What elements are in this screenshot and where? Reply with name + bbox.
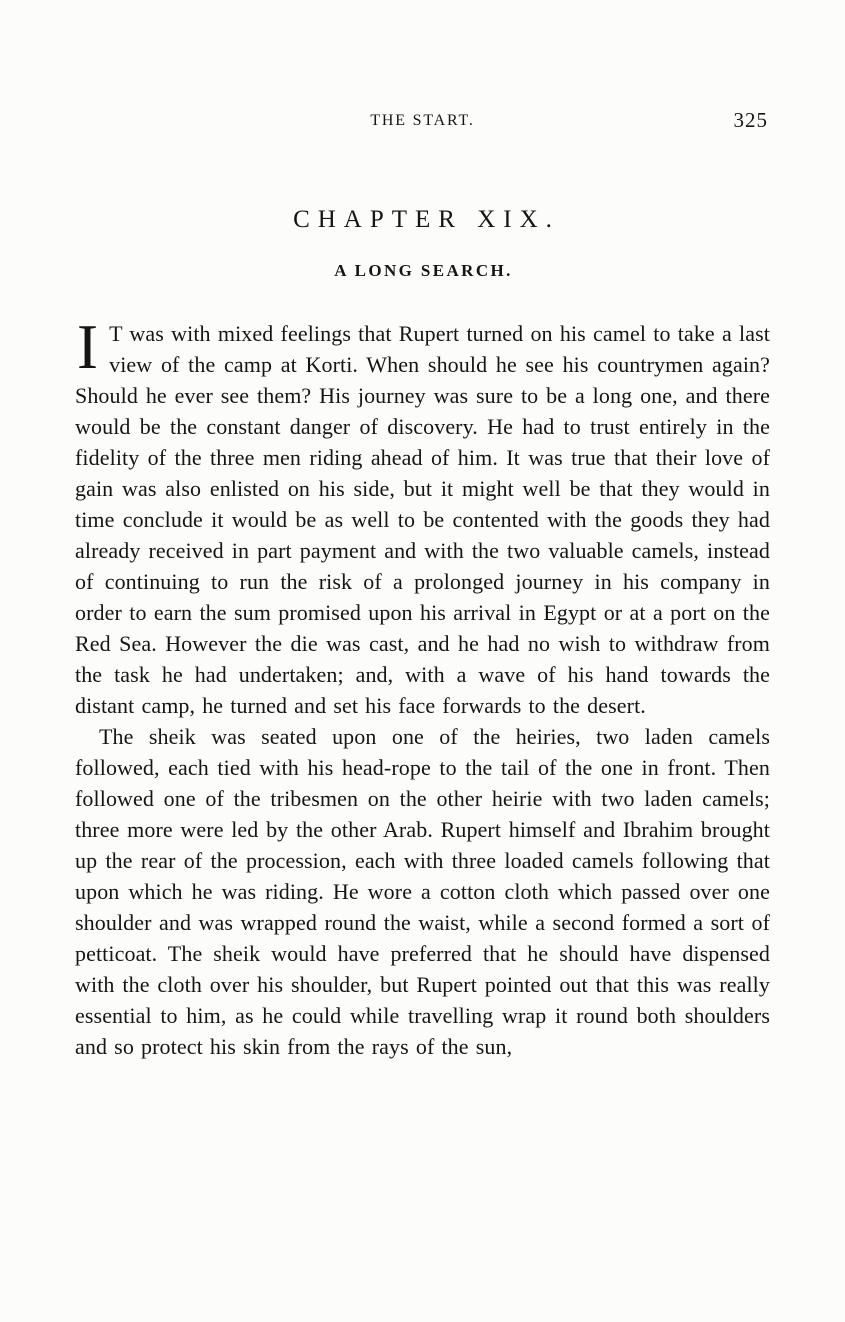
- running-head: [75, 108, 770, 134]
- section-title: A LONG SEARCH.: [334, 261, 513, 280]
- paragraph-1-text: T was with mixed feelings that Rupert turned on his camel to take a last view of the camp at Korti. When should he see his countrymen again? Should he ever see them? His journey was sure to be a long one, and there would be the constant danger of discovery. He had to trust entirely in the fidelity of the three men riding ahead of him. It was true that their love of gain was also enlisted on his side, but it might well be that they would in time conclude it would be as well to be contented with the goods they had already received in part payment and with the two valuable camels, instead of continuing to run the risk of a prolonged journey in his company in order to earn the sum promised upon his arrival in Egypt or at a port on the Red Sea. However the die was cast, and he had no wish to withdraw from the task he had undertaken; and, with a wave of his hand towards the distant camp, he turned and set his face forwards to the desert.: [75, 321, 770, 718]
- paragraph-1: [75, 312, 770, 721]
- page-number: 325: [733, 108, 768, 132]
- running-head-title: THE START.: [370, 112, 475, 129]
- dropcap-initial: I: [77, 312, 99, 382]
- paragraph-2: The sheik was seated upon one of the heiries, two laden camels followed, each tied with his head-rope to the tail of the one in front. Then followed one of the tribesmen on the other heirie with two laden camels; three more were led by the other Arab. Rupert himself and Ibrahim brought up the rear of the procession, each with three loaded camels following that upon which he was riding. He wore a cotton cloth which passed over one shoulder and was wrapped round the waist, while a second formed a sort of petticoat. The sheik would have preferred that he should have dispensed with the cloth over his shoulder, but Rupert pointed out that this was really essential to him, as he could while travelling wrap it round both shoulders and so protect his skin from the rays of the sun,: [75, 724, 770, 1059]
- chapter-heading: CHAPTER XIX.: [293, 206, 560, 233]
- body-text: [75, 312, 770, 1062]
